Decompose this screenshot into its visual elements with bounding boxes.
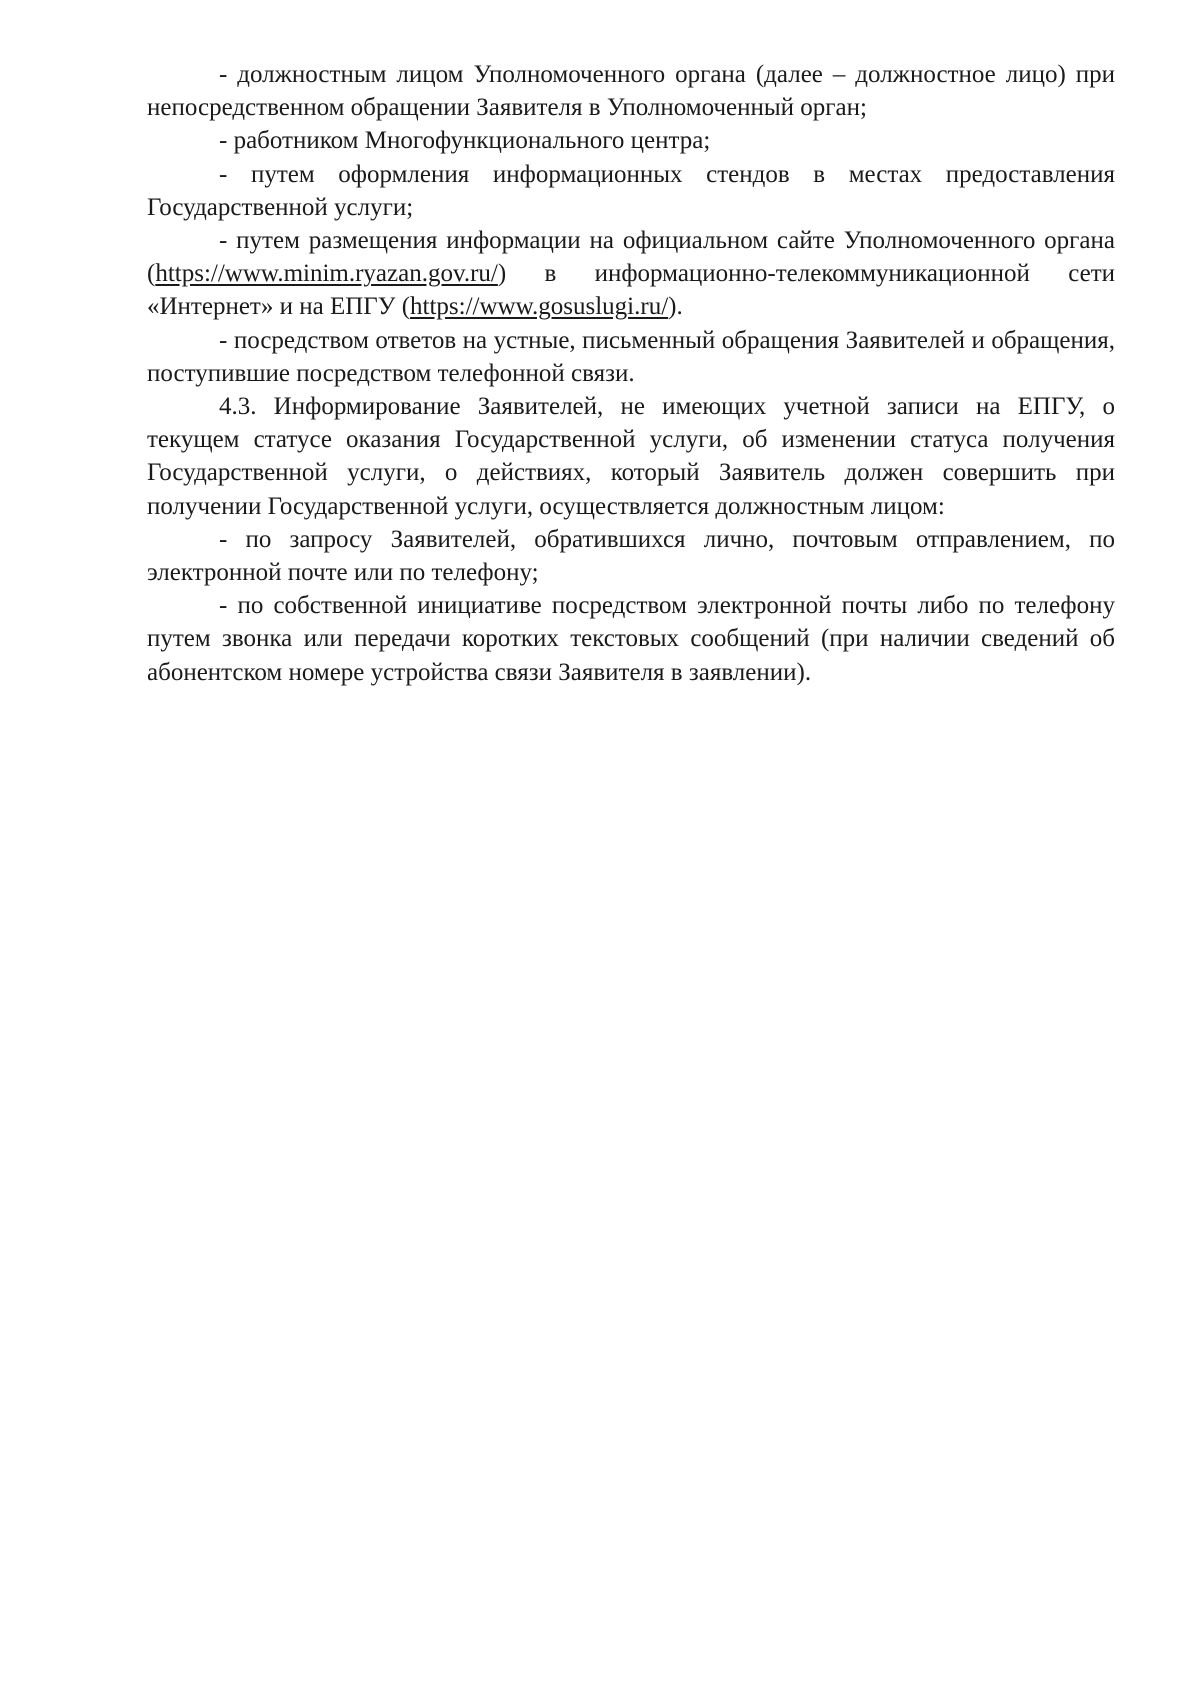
ministry-website-link[interactable]: https://www.minim.ryazan.gov.ru/ — [155, 260, 498, 288]
gosuslugi-website-link[interactable]: https://www.gosuslugi.ru/ — [410, 293, 669, 321]
website-text-middle: ) в информационно-телекоммуникационной сети «Интернет» и на ЕПГУ ( — [147, 260, 1115, 321]
paragraph-website — [147, 224, 1115, 324]
paragraph-responses: - посредством ответов на устные, письменный обращения Заявителей и обращения, поступившие посредством телефонной связи. — [147, 326, 1115, 387]
website-text-after: ). — [668, 293, 683, 321]
website-text-before: - путем размещения информации на официальном сайте Уполномоченного органа ( — [147, 227, 1115, 288]
paragraph-4-3: 4.3. Информирование Заявителей, не имеющих учетной записи на ЕПГУ, о текущем статусе оказания Государственной услуги, об изменении статуса получения Государственной услуги, о действиях, который Заявитель должен совершить при получении Государственной услуги, осуществляется должностным лицом: — [147, 393, 1115, 520]
document-page — [147, 58, 1115, 689]
paragraph-own-initiative: - по собственной инициативе посредством электронной почты либо по телефону путем звонка или передачи коротких текстовых сообщений (при наличии сведений об абонентском номере устройства связи Заявителя в заявлении). — [147, 592, 1115, 686]
paragraph-official-contact: - должностным лицом Уполномоченного органа (далее – должностное лицо) при непосредственном обращении Заявителя в Уполномоченный орган; — [147, 61, 1115, 122]
paragraph-on-request: - по запросу Заявителей, обратившихся лично, почтовым отправлением, по электронной почте или по телефону; — [147, 525, 1115, 587]
paragraph-info-stands: - путем оформления информационных стендов в местах предоставления Государственной услуги; — [147, 160, 1115, 221]
paragraph-mfc-worker: - работником Многофункционального центра; — [219, 127, 711, 155]
